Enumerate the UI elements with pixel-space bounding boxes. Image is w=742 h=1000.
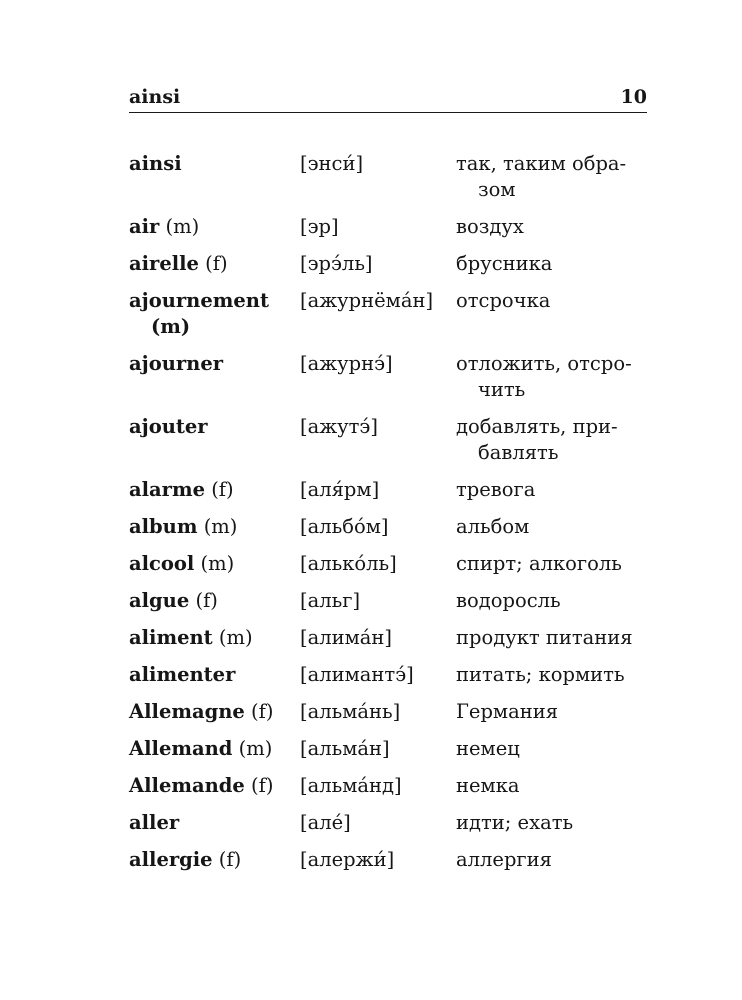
dictionary-entry: [129, 288, 647, 340]
headword: album: [129, 515, 198, 538]
translation: так, таким обра-зом: [456, 152, 627, 201]
entry-word-cell: [129, 625, 300, 651]
dictionary-entry: [129, 736, 647, 762]
dictionary-entry: [129, 847, 647, 873]
translation: тревога: [456, 478, 536, 501]
entry-word-cell: [129, 773, 300, 799]
headword: airelle: [129, 252, 199, 275]
translation: продукт питания: [456, 626, 633, 649]
pronunciation: [альг]: [300, 589, 361, 612]
pronunciation: [эр]: [300, 215, 339, 238]
entry-word-cell: [129, 514, 300, 540]
page-number: 10: [620, 86, 647, 108]
headword: allergie: [129, 848, 213, 871]
pronunciation: [але́]: [300, 811, 351, 834]
headword: Allemand: [129, 737, 233, 760]
pronunciation: [аля́рм]: [300, 478, 380, 501]
pronunciation: [алержи́]: [300, 848, 395, 871]
pronunciation: [альма́нд]: [300, 774, 402, 797]
dictionary-entry: [129, 588, 647, 614]
dictionary-entry: [129, 414, 647, 466]
pronunciation: [энси́]: [300, 152, 364, 175]
gender-marker: (f): [218, 848, 242, 871]
pronunciation: [эрэ́ль]: [300, 252, 373, 275]
pronunciation: [ажурнёма́н]: [300, 289, 434, 312]
entry-list: [129, 151, 647, 873]
dictionary-entry: [129, 773, 647, 799]
entry-word-cell: [129, 414, 300, 440]
headword: alarme: [129, 478, 205, 501]
entry-word-cell: [129, 151, 300, 177]
pronunciation: [альма́н]: [300, 737, 390, 760]
translation: немка: [456, 774, 520, 797]
dictionary-entry: [129, 351, 647, 403]
gender-marker: (m): [151, 315, 191, 338]
pronunciation: [ажутэ́]: [300, 415, 378, 438]
translation: немец: [456, 737, 520, 760]
headword: aller: [129, 811, 180, 834]
gender-marker: (f): [195, 589, 218, 612]
gender-marker: (f): [251, 774, 274, 797]
translation: водоросль: [456, 589, 561, 612]
translation: аллергия: [456, 848, 552, 871]
dictionary-entry: [129, 551, 647, 577]
headword: ajouter: [129, 415, 208, 438]
pronunciation: [альбо́м]: [300, 515, 389, 538]
headword: alcool: [129, 552, 195, 575]
entry-word-cell: [129, 736, 300, 762]
translation: альбом: [456, 515, 530, 538]
headword: air: [129, 215, 160, 238]
entry-word-cell: [129, 662, 300, 688]
dictionary-entry: [129, 662, 647, 688]
header-headword: ainsi: [129, 86, 181, 108]
headword: alimenter: [129, 663, 236, 686]
gender-marker: (f): [205, 252, 228, 275]
entry-word-cell: [129, 214, 300, 240]
gender-marker: (m): [165, 215, 200, 238]
entry-word-cell: [129, 699, 300, 725]
translation: спирт; алкоголь: [456, 552, 622, 575]
pronunciation: [алимантэ́]: [300, 663, 414, 686]
headword: Allemagne: [129, 700, 245, 723]
gender-marker: (m): [218, 626, 253, 649]
translation: Германия: [456, 700, 559, 723]
dictionary-entry: [129, 214, 647, 240]
entry-word-cell: [129, 477, 300, 503]
pronunciation: [ажурнэ́]: [300, 352, 393, 375]
entry-word-cell: [129, 288, 300, 340]
headword: ainsi: [129, 152, 182, 175]
translation: воздух: [456, 215, 524, 238]
translation: питать; кормить: [456, 663, 625, 686]
pronunciation: [алько́ль]: [300, 552, 397, 575]
pronunciation: [альма́нь]: [300, 700, 401, 723]
gender-marker: (m): [200, 552, 235, 575]
dictionary-entry: [129, 251, 647, 277]
headword: aliment: [129, 626, 213, 649]
dictionary-entry: [129, 514, 647, 540]
entry-word-cell: [129, 551, 300, 577]
headword: algue: [129, 589, 190, 612]
dictionary-entry: [129, 151, 647, 203]
translation: добавлять, при-бавлять: [456, 415, 618, 464]
pronunciation: [алима́н]: [300, 626, 393, 649]
gender-marker: (f): [251, 700, 274, 723]
dictionary-entry: [129, 699, 647, 725]
headword: Allemande: [129, 774, 245, 797]
translation: отсрочка: [456, 289, 551, 312]
headword: ajourner: [129, 352, 224, 375]
entry-word-cell: [129, 847, 300, 873]
dictionary-entry: [129, 625, 647, 651]
headword: ajournement: [129, 289, 269, 312]
entry-word-cell: [129, 351, 300, 377]
entry-word-cell: [129, 251, 300, 277]
dictionary-entry: [129, 477, 647, 503]
running-head: [129, 84, 647, 113]
dictionary-entry: [129, 810, 647, 836]
entry-word-cell: [129, 588, 300, 614]
translation: отложить, отсро-чить: [456, 352, 632, 401]
gender-marker: (m): [238, 737, 273, 760]
gender-marker: (f): [211, 478, 234, 501]
translation: идти; ехать: [456, 811, 574, 834]
entry-word-cell: [129, 810, 300, 836]
gender-marker: (m): [203, 515, 238, 538]
translation: брусника: [456, 252, 553, 275]
dictionary-page: [129, 84, 647, 884]
